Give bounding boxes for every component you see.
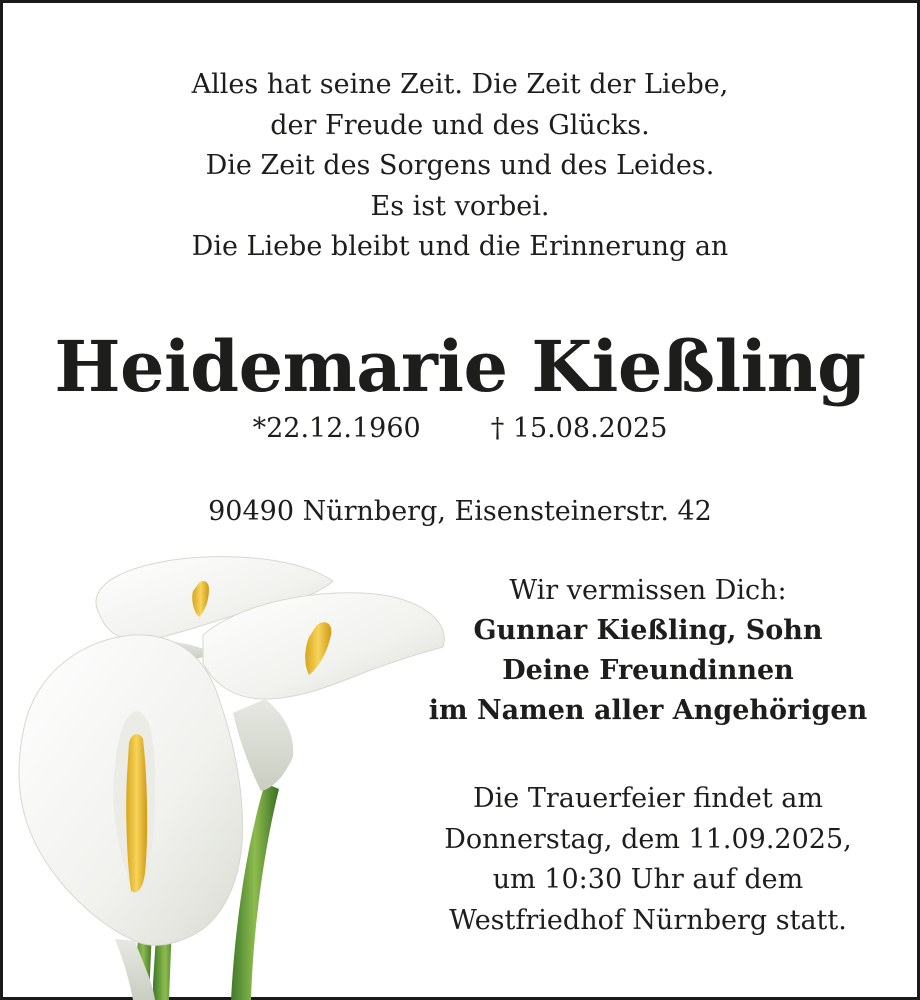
deceased-name: Heidemarie Kießling (54, 325, 866, 408)
service-info (418, 779, 878, 941)
mourners-block (418, 571, 878, 731)
mourners-lead: Wir vermissen Dich: (509, 575, 787, 606)
death-date: † 15.08.2025 (490, 413, 668, 444)
poem-line: Die Zeit des Sorgens und des Leides. (205, 150, 715, 181)
signatory: Gunnar Kießling, Sohn (473, 615, 823, 646)
service-line: Westfriedhof Nürnberg statt. (449, 904, 847, 936)
poem-line: der Freude und des Glücks. (270, 109, 650, 141)
poem (3, 65, 917, 268)
service-line: um 10:30 Uhr auf dem (492, 864, 804, 895)
calla-lily-icon (3, 543, 463, 1000)
poem-line: Die Liebe bleibt und die Erinnerung an (191, 231, 729, 262)
signatory: Deine Freundinnen (502, 655, 794, 686)
birth-date: *22.12.1960 (252, 413, 421, 444)
life-dates (3, 409, 917, 449)
service-line: Die Trauerfeier findet am (473, 783, 823, 814)
service-line: Donnerstag, dem 11.09.2025, (444, 823, 852, 855)
poem-line: Alles hat seine Zeit. Die Zeit der Liebe, (191, 69, 729, 100)
poem-line: Es ist vorbei. (370, 190, 550, 222)
signatory: im Namen aller Angehörigen (428, 695, 868, 726)
address: 90490 Nürnberg, Eisensteinerstr. 42 (208, 496, 712, 527)
